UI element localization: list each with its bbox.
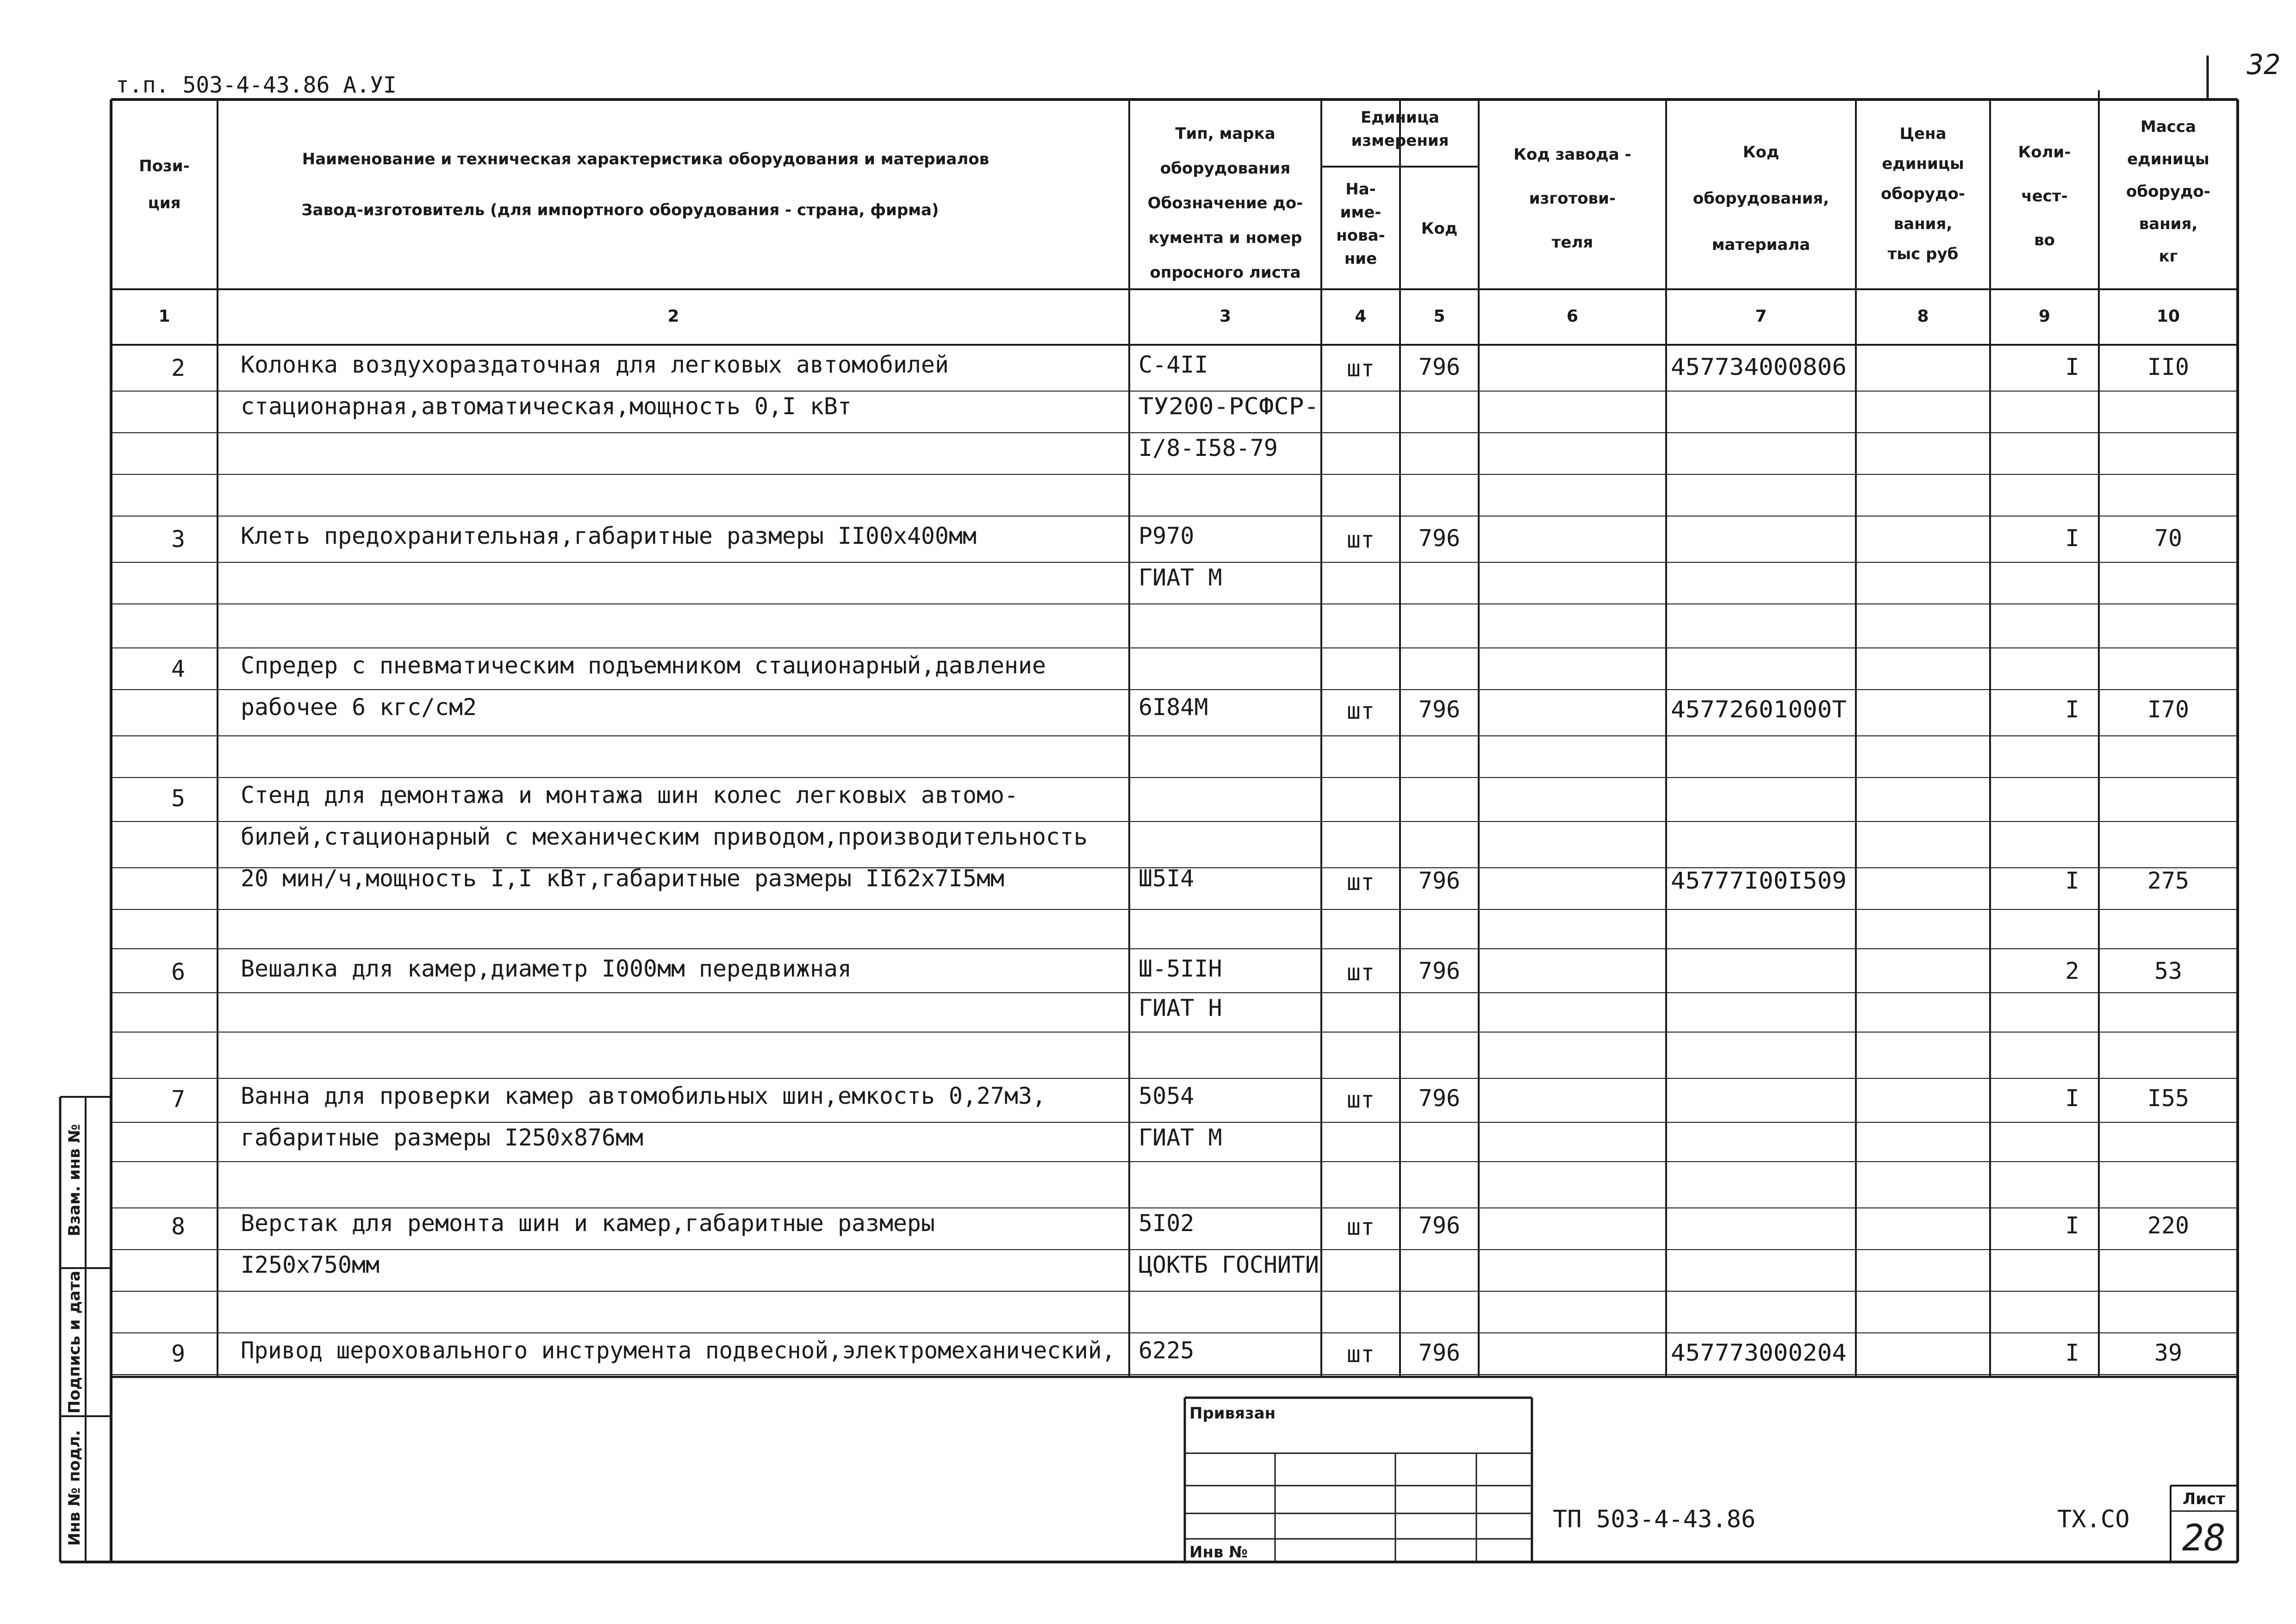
description-line: Клеть предохранительная,габаритные размеры II00х400мм [241,523,977,549]
document-designation: т.п. 503-4-43.86 А.УI [116,72,397,98]
header-col2: Наименование и техническая характеристика оборудования и материалов [302,150,989,168]
header-col7: Код [1742,143,1780,162]
header-col1: Пози- [139,157,190,175]
mass-cell: I55 [2147,1085,2190,1112]
unit-code-cell: 796 [1418,1339,1461,1366]
column-number: 7 [1755,307,1767,326]
type-cell: Ш-5IIН [1139,955,1222,982]
quantity-cell: 2 [2065,958,2079,984]
header-col3: Обозначение до- [1147,194,1303,212]
header-col8: Цена [1899,124,1947,143]
description-line: Вешалка для камер,диаметр I000мм передвижная [241,955,852,982]
position-cell: 7 [171,1086,186,1113]
quantity-cell: I [2065,525,2079,552]
header-col4: На- [1345,180,1376,199]
header-col9: во [2034,231,2055,249]
mass-cell: 70 [2154,525,2183,552]
header-col7: материала [1711,236,1811,254]
type-cell: ТУ200-РСФСР- [1139,393,1319,420]
column-number: 8 [1917,307,1929,326]
unit-code-cell: 796 [1418,958,1461,984]
margin-label: Взам. инв № [65,1124,84,1237]
mass-cell: 53 [2154,958,2183,984]
stamp-linked-label: Привязан [1189,1404,1276,1423]
unit-code-cell: 796 [1418,354,1461,380]
header-col9: чест- [2021,187,2068,205]
position-cell: 6 [171,958,186,985]
header-col8: тыс руб [1887,245,1959,263]
margin-label: Инв № подл. [65,1430,84,1546]
table-text [65,49,2280,1562]
table-grid [60,56,2238,1562]
quantity-cell: I [2065,1212,2079,1239]
header-col6: Код завода - [1513,145,1631,164]
header-col3: Тип, марка [1175,124,1276,143]
column-number: 10 [2156,307,2180,326]
margin-label: Подпись и дата [65,1270,84,1414]
header-col10: кг [2159,247,2178,266]
column-number: 9 [2038,307,2051,326]
position-cell: 3 [171,526,186,553]
header-col10: Масса [2140,118,2196,136]
unit-code-cell: 796 [1418,696,1461,723]
unit-code-cell: 796 [1418,867,1461,894]
description-line: Спредер с пневматическим подъемником стационарный,давление [241,652,1046,679]
type-cell: Ш5I4 [1139,865,1195,892]
header-col4: име- [1340,203,1381,222]
quantity-cell: I [2065,1339,2079,1366]
position-cell: 9 [171,1340,186,1367]
column-number: 1 [158,307,170,326]
type-cell: 6I84М [1139,694,1208,721]
column-number: 5 [1433,307,1445,326]
type-cell: 6225 [1139,1337,1195,1364]
stamp-sheet-number: 28 [2182,1518,2226,1559]
description-line: стационарная,автоматическая,мощность 0,I кВт [241,393,852,420]
header-col9: Коли- [2018,143,2071,162]
header-unit_group: Единица [1361,108,1439,127]
header-col8: вания, [1893,215,1953,233]
stamp-project-code: ТП 503-4-43.86 [1553,1506,1756,1533]
unit-code-cell: 796 [1418,1212,1461,1239]
column-number: 4 [1355,307,1367,326]
stamp-sheet-code: ТХ.СО [2057,1506,2130,1533]
unit-name-cell: шт [1346,869,1375,896]
mass-cell: 275 [2147,867,2190,894]
header-col5: Код [1421,219,1458,238]
unit-name-cell: шт [1346,1213,1375,1240]
unit-name-cell: шт [1346,697,1375,724]
header-col4: нова- [1336,226,1385,245]
mass-cell: II0 [2147,354,2190,380]
equipment-code-cell: 45777I00I509 [1671,867,1847,894]
quantity-cell: I [2065,696,2079,723]
unit-name-cell: шт [1346,1086,1375,1113]
description-line: Верстак для ремонта шин и камер,габаритные размеры [241,1210,935,1237]
type-cell: С-4II [1139,351,1208,378]
header-col6: теля [1551,233,1593,252]
quantity-cell: I [2065,867,2079,894]
unit-code-cell: 796 [1418,1085,1461,1112]
description-line: 20 мин/ч,мощность I,I кВт,габаритные размеры II62х7I5мм [241,865,1004,892]
header-col4: ние [1344,249,1377,268]
header-col3: опросного листа [1150,263,1301,282]
mass-cell: I70 [2147,696,2190,723]
mass-cell: 220 [2147,1212,2190,1239]
description-line: рабочее 6 кгс/см2 [241,694,477,721]
type-cell: 5054 [1139,1083,1195,1109]
description-line: Колонка воздухораздаточная для легковых автомобилей [241,351,949,378]
position-cell: 5 [171,785,186,812]
stamp-inv-label: Инв № [1189,1543,1248,1562]
header-col2: Завод-изготовитель (для импортного оборудования - страна, фирма) [301,201,939,219]
column-number: 2 [667,307,679,326]
column-number: 3 [1219,307,1232,326]
position-cell: 8 [171,1213,186,1240]
header-col7: оборудования, [1692,189,1829,208]
type-cell: ЦОКТБ ГОСНИТИ [1139,1251,1319,1278]
corner-mark: 32 [2247,49,2281,81]
header-col8: оборудо- [1881,185,1965,203]
header-col3: кумента и номер [1148,229,1302,247]
mass-cell: 39 [2154,1339,2183,1366]
equipment-code-cell: 457734000806 [1671,354,1847,380]
description-line: габаритные размеры I250х876мм [241,1124,643,1151]
type-cell: ГИАТ М [1139,564,1222,591]
header-col10: оборудо- [2126,182,2210,201]
unit-name-cell: шт [1346,959,1375,986]
header-col6: изготови- [1529,189,1616,208]
header-col10: вания, [2139,215,2198,233]
equipment-code-cell: 457773000204 [1671,1339,1847,1366]
stamp-sheet-label: Лист [2183,1490,2225,1508]
type-cell: 5I02 [1139,1210,1195,1237]
column-number: 6 [1566,307,1579,326]
header-col1: ция [148,194,181,212]
unit-name-cell: шт [1346,1341,1375,1368]
quantity-cell: I [2065,354,2079,380]
header-col10: единицы [2127,150,2209,168]
type-cell: I/8-I58-79 [1139,435,1278,461]
position-cell: 2 [171,355,186,381]
quantity-cell: I [2065,1085,2079,1112]
header-col8: единицы [1882,155,1964,173]
type-cell: Р970 [1139,523,1195,549]
type-cell: ГИАТ М [1139,1124,1222,1151]
unit-name-cell: шт [1346,526,1375,553]
description-line: Ванна для проверки камер автомобильных шин,емкость 0,27м3, [241,1083,1046,1109]
unit-name-cell: шт [1346,355,1375,382]
description-line: билей,стационарный с механическим приводом,производительность [241,823,1088,850]
type-cell: ГИАТ Н [1139,995,1222,1021]
header-col3: оборудования [1160,159,1291,178]
description-line: Привод шероховального инструмента подвесной,электромеханический, [241,1337,1115,1364]
position-cell: 4 [171,655,186,682]
description-line: Стенд для демонтажа и монтажа шин колес легковых автомо- [241,782,1018,809]
description-line: I250х750мм [241,1251,380,1278]
unit-code-cell: 796 [1418,525,1461,552]
equipment-code-cell: 45772601000Т [1671,696,1847,723]
header-unit_group: измерения [1351,131,1449,150]
